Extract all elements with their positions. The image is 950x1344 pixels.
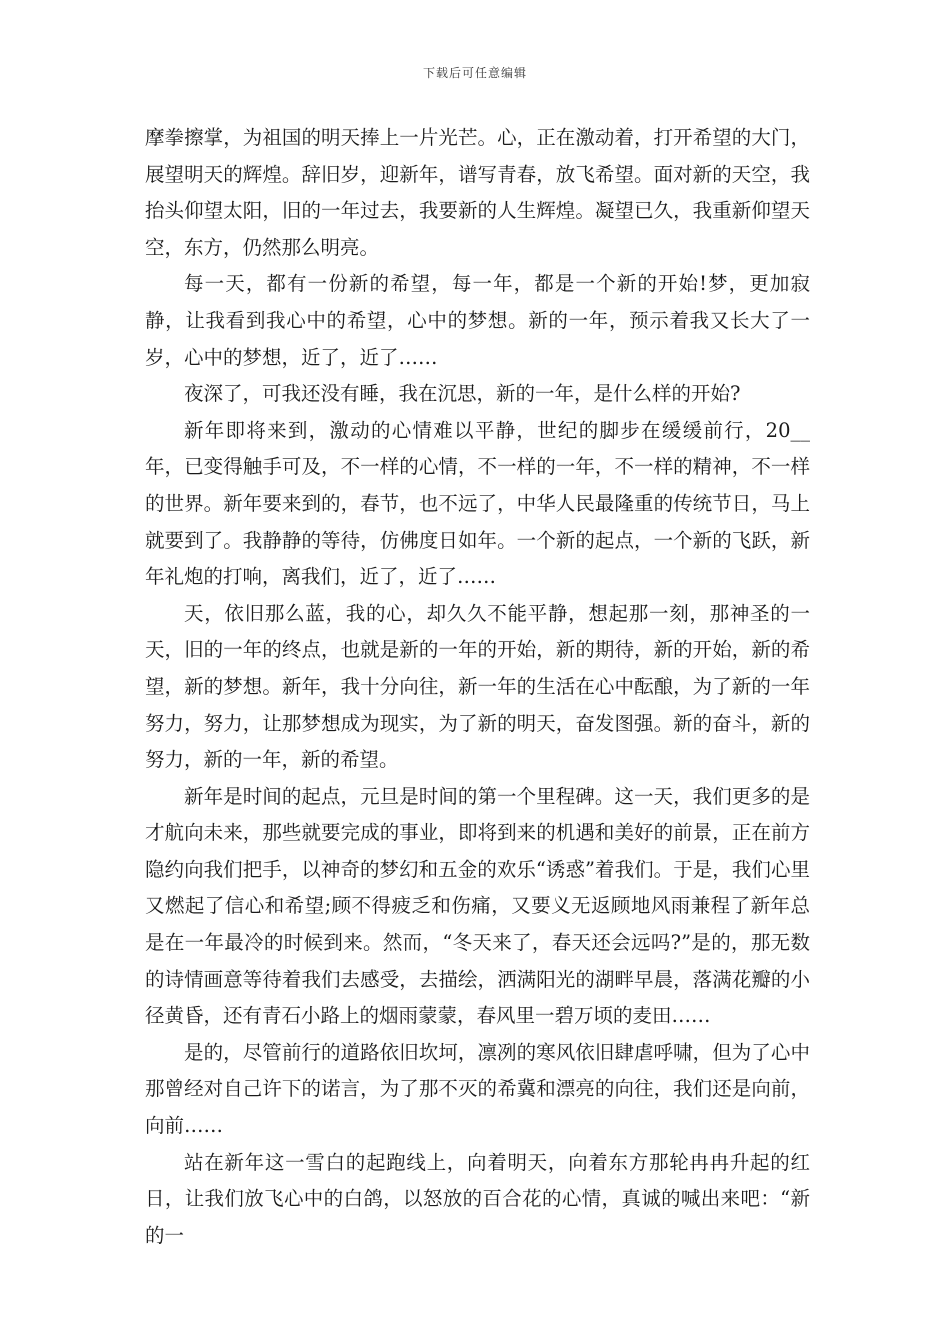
paragraph: 夜深了，可我还没有睡，我在沉思，新的一年，是什么样的开始? — [184, 382, 741, 406]
page-header: 下载后可任意编辑 — [422, 66, 527, 80]
paragraph: 新年是时间的起点，元旦是时间的第一个里程碑。这一天，我们更多的是才航向未来，那些就要完成的事业，即将到来的机遇和美好的前景，正在前方隐约向我们把手，以神奇的梦幻和五金的欢乐“诱惑”着我们。于是，我们心里又燃起了信心和希望;顾不得疲乏和伤痛，又要义无返顾地风雨兼程了新年总是在一年最冷的时候到来。然而，“冬天来了，春天还会远吗?”是的，那无数的诗情画意等待着我们去感受，去描绘，洒满阳光的湖畔早晨，落满花瓣的小径黄昏，还有青石小路上的烟雨蒙蒙，春风里一碧万顷的麦田…… — [145, 784, 810, 1028]
paragraph: 新年即将来到，激动的心情难以平静，世纪的脚步在缓缓前行，20__年，已变得触手可及，不一样的心情，不一样的一年，不一样的精神，不一样的世界。新年要来到的，春节，也不远了，中华人民最隆重的传统节日，马上就要到了。我静静的等待，仿佛度日如年。一个新的起点，一个新的飞跃，新年礼炮的打响，离我们，近了，近了…… — [145, 418, 810, 589]
document-body — [145, 120, 810, 1254]
paragraph: 天，依旧那么蓝，我的心，却久久不能平静，想起那一刻，那神圣的一天，旧的一年的终点，也就是新的一年的开始，新的期待，新的开始，新的希望，新的梦想。新年，我十分向往，新一年的生活在心中酝酿，为了新的一年努力，努力，让那梦想成为现实，为了新的明天，奋发图强。新的奋斗，新的努力，新的一年，新的希望。 — [145, 601, 810, 772]
paragraph: 是的，尽管前行的道路依旧坎坷，凛冽的寒风依旧肆虐呼啸，但为了心中那曾经对自己许下的诺言，为了那不灭的希冀和漂亮的向往，我们还是向前，向前…… — [145, 1040, 810, 1138]
paragraph: 摩拳擦掌，为祖国的明天捧上一片光芒。心，正在激动着，打开希望的大门，展望明天的辉煌。辞旧岁，迎新年，谱写青春，放飞希望。面对新的天空，我抬头仰望太阳，旧的一年过去，我要新的人生辉煌。凝望已久，我重新仰望天空，东方，仍然那么明亮。 — [145, 126, 810, 259]
paragraph: 站在新年这一雪白的起跑线上，向着明天，向着东方那轮冉冉升起的红日，让我们放飞心中的白鸽，以怒放的百合花的心情，真诚的喊出来吧：“新的一 — [145, 1150, 810, 1247]
paragraph: 每一天，都有一份新的希望，每一年，都是一个新的开始!梦，更加寂静，让我看到我心中的希望，心中的梦想。新的一年，预示着我又长大了一岁，心中的梦想，近了，近了…… — [145, 272, 810, 369]
